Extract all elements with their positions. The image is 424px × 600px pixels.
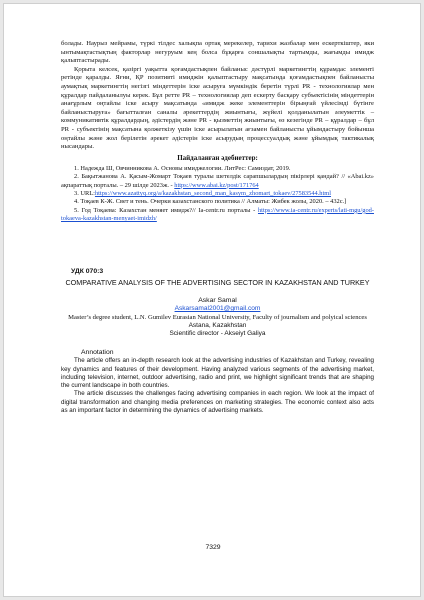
scientific-director: Scientific director - Akseiyt Galiya [169,330,266,338]
reference-link[interactable]: https://www.azattyq.org/a/kazakhstan_second_man_kasym_zhomart_tokaev/27583544.html [94,189,332,197]
reference-text: 5. Год Тоқаева: Казахстан меняет имидж?// Ia-centr.ru порталы - [74,206,256,214]
page-content [61,40,374,415]
reference-link[interactable]: https://www.ia-centr.ru/experts/lati-mgu/god-tokaeva-kazakhstan-menyaet-imidzh/ [61,206,374,223]
reference-text: 2. Бақытжанова А. Қасым-Жомарт Тоқаев туралы шетелдік сарапшылардың пікірлері қандай? // «Abai.kz» ақпараттық порталы. – 29 шілде 2023ж. - [61,173,374,189]
reference-link[interactable]: https://www.abai.kz/post/171764 [174,181,259,189]
annotation-paragraph-1: The article offers an in-depth research look at the advertising industries of Kazakhstan and Turkey, revealing key dynamics and features of their development. Having analyzed various segments of the advertising market, including television, internet, outdoor advertising, radio and print, we highlight significant trends that are shaping the current landscape in both countries. [61,357,374,390]
references-title: Пайдаланған әдебиеттер: [177,153,258,162]
reference-3 [61,190,374,198]
reference-5 [61,207,374,224]
author-location: Astana, Kazakhstan [188,321,247,329]
reference-text: 3. URL: [74,189,95,197]
reference-4 [61,198,374,206]
document-page [3,3,421,597]
author-affiliation: Master’s degree student, L.N. Gumilev Eurasian National University, Faculty of journalism and polyical sciences [68,313,367,321]
body-paragraph-2: Қорыта келсек, қазіргі уақытта қоғамдастықпен байланыс дәстүрлі маркетингтің құрамдас элементі ретінде қаралды. Яғни, ҚР позитивті имиджін қалыптастыру мақсатында қоғамдастықпен байланысты аумақтық маркетингтің негізгі міндеттерін іске асыруға мүмкіндік беретін түрлі PR - технологиялар мен құралдар пайдаланылуы керек. Бұл ретте PR – технологиялар деп ескерту басқару субъектісінің міндеттерін анағұрлым оңтайлы іске асыру мақсатында «имидж жеке элементтерін бірыңғай үйлесімді бүтінге байланыстыруға» бағытталған саналы әрекеттердің жиынтығы, жүйелі қолданылатын әлеуметтік – коммуникативтік құралдардың, әдістердің және PR - қызметтің жиынтығы, өз кезегінде PR – құралдар – бұл PR - субъектінің мақсатына қолжеткізу үшін іске асырылатын ағзамен байланысты ұйымдастыру бойынша оңтайлы және жол берілетін әрекет әдістерін іске асырудың процессуалдық және ұйымдық тактикалық нысандары. [61,65,374,151]
article-title: COMPARATIVE ANALYSIS OF THE ADVERTISING SECTOR IN KAZAKHSTAN AND TURKEY [65,277,370,287]
udk-code: УДК 070:3 [71,267,104,275]
annotation-paragraph-2: The article discusses the challenges facing advertising companies in each region. We look at the impact of digital transformation and changing media preferences on marketing strategies. The economic context also acts as an important factor in determining the dynamics of advertising markets. [61,390,374,415]
reference-text: 4. Тоқаев К-Ж. Свет и тень. Очерки казахстанского политика // Алматы: Жибек жолы, 2020. – 432с.] [74,198,347,206]
reference-2 [61,173,374,190]
reference-1 [61,165,374,173]
author-name: Askar Samal [198,296,237,304]
body-paragraph-1: болады. Наурыз мейрамы, түркі тілдес халықпа ортақ мерекелер, тарихи жазбалар мен ескерткіштер, яки ынтымақтастықтың факторлар негуруым кең болса бұқарға соншалықты тартымды, жағымды имидж қалыптастырады. [61,40,374,65]
page-number: 7329 [205,544,221,551]
annotation-heading: Annotation [81,348,114,356]
reference-text: 1. Надежда Ш, Овчинникова А. Основы имиджелогии. ЛитРес: Самиздат, 2019. [74,164,291,172]
author-email[interactable]: Askarsamal2001@gmail.com [174,305,261,313]
